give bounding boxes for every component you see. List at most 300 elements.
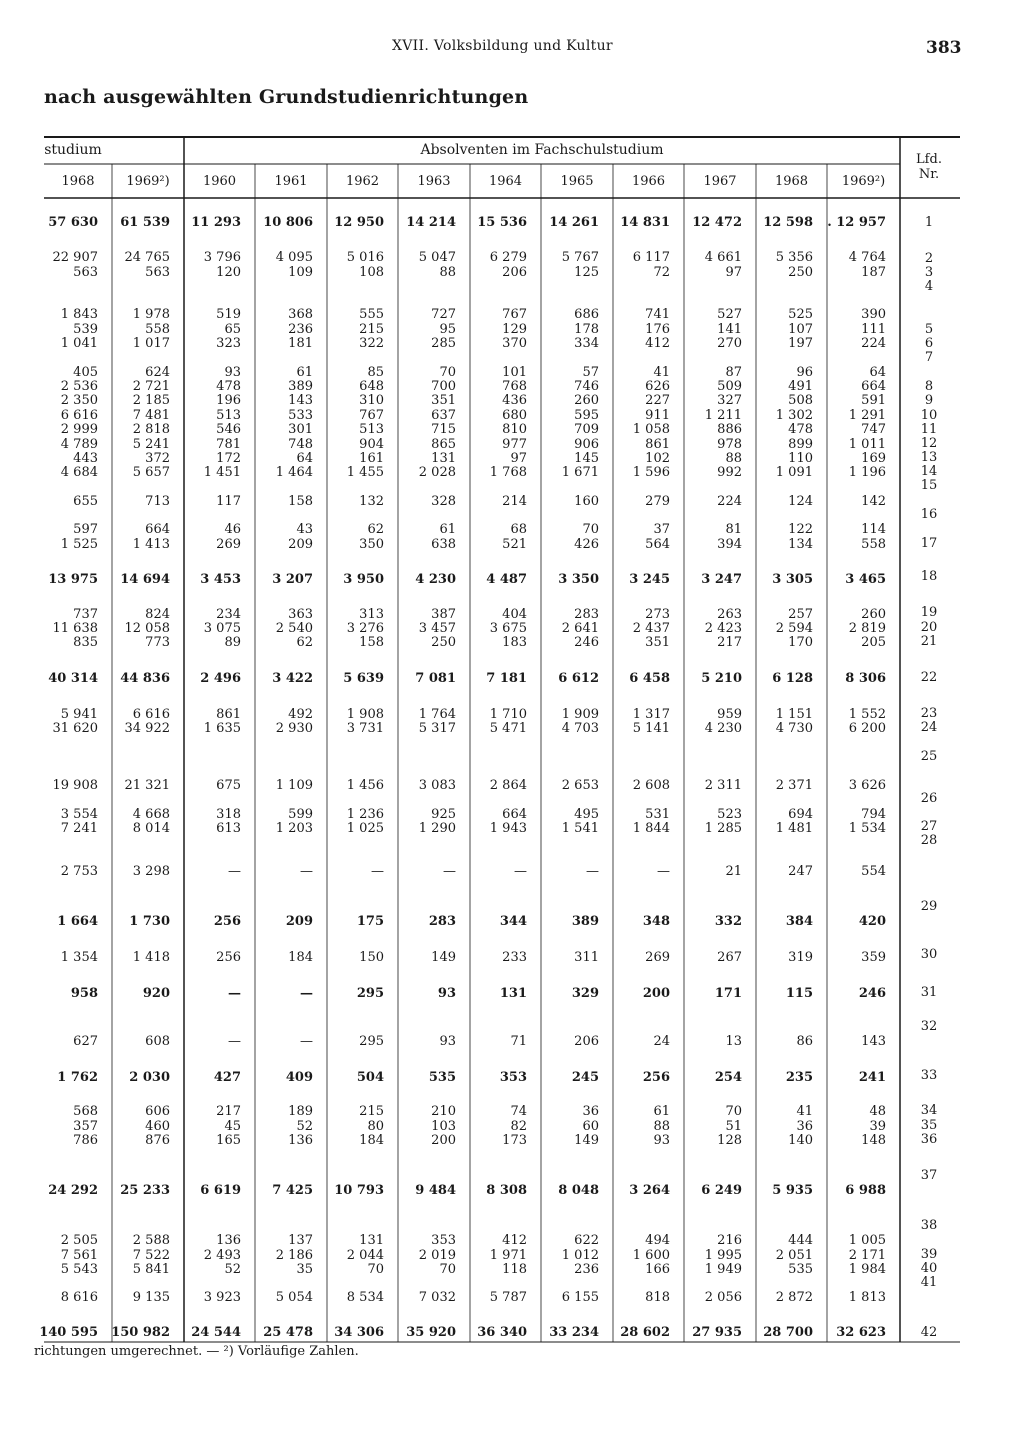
table-cell: 920 xyxy=(142,986,170,1001)
table-cell: 655 xyxy=(73,494,98,509)
table-cell: 21 xyxy=(725,864,742,879)
table-cell: 269 xyxy=(216,537,241,552)
table-cell: 409 xyxy=(285,1070,313,1085)
table-cell: 3 298 xyxy=(132,864,170,879)
table-cell: 295 xyxy=(359,1034,384,1049)
table-cell: 5 241 xyxy=(132,437,170,452)
table-cell: 12 950 xyxy=(334,215,384,230)
line-number: 2 xyxy=(924,251,934,266)
line-number: 35 xyxy=(920,1118,938,1133)
table-cell: 555 xyxy=(359,307,384,322)
table-cell: 36 xyxy=(582,1104,599,1119)
table-cell: 1 909 xyxy=(561,707,599,722)
table-cell: 2 493 xyxy=(203,1248,241,1263)
table-cell: 3 247 xyxy=(701,572,742,587)
table-cell: 563 xyxy=(73,265,98,280)
table-cell: 1 354 xyxy=(60,950,98,965)
table-cell: 412 xyxy=(645,336,670,351)
table-cell: 554 xyxy=(861,864,886,879)
table-cell: 513 xyxy=(359,422,384,437)
line-number: 29 xyxy=(920,899,938,914)
table-cell: 1 762 xyxy=(57,1070,98,1085)
table-cell: 4 789 xyxy=(60,437,98,452)
table-cell: 64 xyxy=(296,451,313,466)
table-cell: 2 818 xyxy=(132,422,170,437)
table-cell: 72 xyxy=(653,265,670,280)
table-cell: 36 xyxy=(796,1119,813,1134)
table-cell: 533 xyxy=(288,408,313,423)
table-cell: 2 437 xyxy=(632,621,670,636)
table-cell: 427 xyxy=(213,1070,241,1085)
table-cell: 2 496 xyxy=(200,671,241,686)
table-cell: 197 xyxy=(788,336,813,351)
table-cell: 70 xyxy=(725,1104,742,1119)
line-number: 4 xyxy=(924,279,934,294)
table-cell: 3 350 xyxy=(558,572,599,587)
table-cell: 200 xyxy=(431,1133,456,1148)
table-cell: 5 657 xyxy=(132,465,170,480)
year-header: 1967 xyxy=(703,174,737,189)
table-cell: 564 xyxy=(645,537,670,552)
table-cell: 2 186 xyxy=(275,1248,313,1263)
table-cell: 7 081 xyxy=(415,671,456,686)
table-cell: 1 971 xyxy=(489,1248,527,1263)
table-cell: 6 155 xyxy=(561,1290,599,1305)
table-cell: 478 xyxy=(788,422,813,437)
line-number: 19 xyxy=(920,605,938,620)
table-cell: 737 xyxy=(73,607,98,622)
table-cell: 148 xyxy=(861,1133,886,1148)
table-cell: 74 xyxy=(510,1104,527,1119)
table-cell: 899 xyxy=(788,437,813,452)
line-number: 15 xyxy=(920,478,938,493)
table-cell: 137 xyxy=(288,1233,313,1248)
table-cell: 125 xyxy=(574,265,599,280)
table-cell: 558 xyxy=(145,322,170,337)
table-cell: 158 xyxy=(288,494,313,509)
table-cell: 1 710 xyxy=(489,707,527,722)
table-cell: 747 xyxy=(861,422,886,437)
table-cell: 3 950 xyxy=(343,572,384,587)
table-cell: 1 525 xyxy=(60,537,98,552)
line-number: 16 xyxy=(920,507,938,522)
table-cell: 175 xyxy=(356,914,384,929)
table-cell: 115 xyxy=(785,986,813,1001)
table-cell: 267 xyxy=(717,950,742,965)
table-cell: 256 xyxy=(216,950,241,965)
table-cell: 36 340 xyxy=(477,1325,527,1340)
table-cell: 6 249 xyxy=(701,1183,742,1198)
table-cell: 959 xyxy=(717,707,742,722)
table-cell: 332 xyxy=(714,914,742,929)
table-cell: 389 xyxy=(288,379,313,394)
table-cell: 71 xyxy=(510,1034,527,1049)
table-cell: — xyxy=(300,864,313,879)
table-cell: 686 xyxy=(574,307,599,322)
table-cell: 387 xyxy=(431,607,456,622)
table-cell: 460 xyxy=(145,1119,170,1134)
table-cell: 664 xyxy=(502,807,527,822)
table-cell: 176 xyxy=(645,322,670,337)
table-cell: 2 019 xyxy=(418,1248,456,1263)
table-cell: 5 047 xyxy=(418,250,456,265)
table-cell: 709 xyxy=(574,422,599,437)
table-cell: 256 xyxy=(642,1070,670,1085)
table-cell: 4 730 xyxy=(775,721,813,736)
table-cell: 492 xyxy=(288,707,313,722)
table-cell: 131 xyxy=(359,1233,384,1248)
table-cell: 6 279 xyxy=(489,250,527,265)
table-cell: 19 908 xyxy=(52,778,98,793)
table-cell: 13 xyxy=(725,1034,742,1049)
table-cell: 209 xyxy=(288,537,313,552)
table-cell: 12 472 xyxy=(692,215,742,230)
table-cell: 46 xyxy=(224,522,241,537)
table-cell: 120 xyxy=(216,265,241,280)
table-cell: 60 xyxy=(582,1119,599,1134)
table-cell: 3 207 xyxy=(272,572,313,587)
table-cell: 491 xyxy=(788,379,813,394)
table-cell: 143 xyxy=(288,393,313,408)
year-header: 1960 xyxy=(202,174,237,189)
table-cell: 12 598 xyxy=(763,215,813,230)
table-cell: 546 xyxy=(216,422,241,437)
table-cell: 10 806 xyxy=(263,215,313,230)
table-cell: 2 930 xyxy=(275,721,313,736)
table-cell: 4 684 xyxy=(60,465,98,480)
table-cell: 513 xyxy=(216,408,241,423)
table-cell: 132 xyxy=(359,494,384,509)
table-cell: 2 350 xyxy=(60,393,98,408)
table-cell: 911 xyxy=(645,408,670,423)
table-cell: 2 819 xyxy=(848,621,886,636)
table-cell: 1 995 xyxy=(704,1248,742,1263)
table-cell: 1 091 xyxy=(775,465,813,480)
table-cell: 14 214 xyxy=(406,215,456,230)
table-cell: 170 xyxy=(788,635,813,650)
table-cell: 246 xyxy=(858,986,886,1001)
table-cell: 1 203 xyxy=(275,821,313,836)
table-cell: 88 xyxy=(439,265,456,280)
table-cell: 5 935 xyxy=(772,1183,813,1198)
table-cell: 93 xyxy=(437,986,456,1001)
table-cell: 24 544 xyxy=(191,1325,241,1340)
table-cell: 3 245 xyxy=(629,572,670,587)
table-cell: 51 xyxy=(725,1119,742,1134)
table-cell: 1 041 xyxy=(60,336,98,351)
table-cell: 9 484 xyxy=(415,1183,456,1198)
year-header: 1968 xyxy=(774,174,809,189)
table-cell: 217 xyxy=(216,1104,241,1119)
table-cell: 599 xyxy=(288,807,313,822)
table-cell: 61 xyxy=(439,522,456,537)
table-cell: 1 984 xyxy=(848,1262,886,1277)
table-cell: 1 317 xyxy=(632,707,670,722)
line-number: 33 xyxy=(920,1068,938,1083)
table-cell: 404 xyxy=(502,607,527,622)
table-cell: 169 xyxy=(861,451,886,466)
table-cell: 246 xyxy=(574,635,599,650)
line-number: 36 xyxy=(920,1132,938,1147)
table-cell: 977 xyxy=(502,437,527,452)
table-cell: 215 xyxy=(359,1104,384,1119)
year-header: 1965 xyxy=(560,174,594,189)
table-cell: 624 xyxy=(145,365,170,380)
table-cell: 236 xyxy=(574,1262,599,1277)
table-cell: 70 xyxy=(582,522,599,537)
table-cell: 1 005 xyxy=(848,1233,886,1248)
table-cell: 93 xyxy=(224,365,241,380)
table-cell: 359 xyxy=(861,950,886,965)
table-cell: 1 600 xyxy=(632,1248,670,1263)
table-cell: 216 xyxy=(717,1233,742,1248)
table-cell: 824 xyxy=(145,607,170,622)
table-cell: — xyxy=(514,864,527,879)
table-cell: 8 014 xyxy=(132,821,170,836)
table-cell: 283 xyxy=(428,914,456,929)
table-cell: 311 xyxy=(574,950,599,965)
table-cell: 748 xyxy=(288,437,313,452)
line-number: 18 xyxy=(920,569,938,584)
table-cell: 3 796 xyxy=(203,250,241,265)
table-cell: 205 xyxy=(861,635,886,650)
table-cell: 1 978 xyxy=(132,307,170,322)
table-cell: 62 xyxy=(367,522,384,537)
line-number: 7 xyxy=(924,350,934,365)
table-cell: 5 141 xyxy=(632,721,670,736)
table-cell: 1 456 xyxy=(346,778,384,793)
table-cell: 370 xyxy=(502,336,527,351)
table-cell: 523 xyxy=(717,807,742,822)
table-cell: 8 308 xyxy=(486,1183,527,1198)
table-cell: 107 xyxy=(788,322,813,337)
table-cell: 227 xyxy=(645,393,670,408)
table-cell: 149 xyxy=(574,1133,599,1148)
year-header: 1969²) xyxy=(126,174,170,189)
line-number: 23 xyxy=(920,706,938,721)
table-cell: 81 xyxy=(725,522,742,537)
table-cell: 925 xyxy=(431,807,456,822)
table-cell: 322 xyxy=(359,336,384,351)
table-cell: 142 xyxy=(861,494,886,509)
table-cell: 2 028 xyxy=(418,465,456,480)
table-cell: 7 181 xyxy=(486,671,527,686)
table-cell: 11 293 xyxy=(191,215,241,230)
table-cell: 1 291 xyxy=(848,408,886,423)
table-cell: 3 276 xyxy=(346,621,384,636)
table-cell: 622 xyxy=(574,1233,599,1248)
table-cell: 329 xyxy=(571,986,599,1001)
table-cell: 1 151 xyxy=(775,707,813,722)
table-cell: 2 311 xyxy=(704,778,742,793)
table-cell: 215 xyxy=(359,322,384,337)
table-cell: 1 844 xyxy=(632,821,670,836)
table-cell: 52 xyxy=(224,1262,241,1277)
group-header-studium: studium xyxy=(44,142,102,158)
table-cell: 675 xyxy=(216,778,241,793)
line-number: 34 xyxy=(920,1103,938,1118)
line-number: 27 xyxy=(920,819,938,834)
table-cell: 80 xyxy=(367,1119,384,1134)
table-cell: 61 xyxy=(653,1104,670,1119)
table-cell: 118 xyxy=(502,1262,527,1277)
table-cell: 103 xyxy=(431,1119,456,1134)
table-cell: 1 211 xyxy=(704,408,742,423)
table-cell: 1 768 xyxy=(489,465,527,480)
table-cell: 28 700 xyxy=(763,1325,813,1340)
table-cell: 184 xyxy=(359,1133,384,1148)
table-cell: 136 xyxy=(216,1233,241,1248)
table-cell: 235 xyxy=(785,1070,813,1085)
table-cell: 210 xyxy=(431,1104,456,1119)
table-cell: 143 xyxy=(861,1034,886,1049)
table-cell: 664 xyxy=(861,379,886,394)
table-cell: 2 185 xyxy=(132,393,170,408)
year-header: 1968 xyxy=(61,174,95,189)
line-number: 41 xyxy=(920,1275,938,1290)
table-cell: 24 292 xyxy=(48,1183,98,1198)
table-cell: 3 626 xyxy=(848,778,886,793)
table-cell: 608 xyxy=(145,1034,170,1049)
table-cell: 37 xyxy=(653,522,670,537)
table-cell: 638 xyxy=(431,537,456,552)
table-cell: 1 418 xyxy=(132,950,170,965)
table-cell: 14 261 xyxy=(549,215,599,230)
table-cell: 87 xyxy=(725,365,742,380)
table-cell: 40 314 xyxy=(48,671,98,686)
table-cell: 420 xyxy=(858,914,886,929)
table-cell: 525 xyxy=(788,307,813,322)
table-cell: 3 457 xyxy=(418,621,456,636)
table-cell: 233 xyxy=(502,950,527,965)
table-cell: 189 xyxy=(288,1104,313,1119)
table-cell: 372 xyxy=(145,451,170,466)
table-cell: 2 608 xyxy=(632,778,670,793)
table-cell: 1 455 xyxy=(346,465,384,480)
line-number: 9 xyxy=(924,393,934,408)
table-cell: 627 xyxy=(73,1034,98,1049)
table-cell: 224 xyxy=(861,336,886,351)
table-cell: 2 540 xyxy=(275,621,313,636)
table-cell: 1 196 xyxy=(848,465,886,480)
table-cell: 254 xyxy=(714,1070,742,1085)
table-cell: — xyxy=(586,864,599,879)
table-cell: 1 764 xyxy=(418,707,456,722)
table-cell: 436 xyxy=(502,393,527,408)
table-cell: 1 011 xyxy=(848,437,886,452)
table-cell: 350 xyxy=(359,537,384,552)
table-cell: 260 xyxy=(861,607,886,622)
year-header: 1962 xyxy=(345,174,380,189)
table-cell: 31 620 xyxy=(52,721,98,736)
table-cell: 389 xyxy=(571,914,599,929)
table-cell: — xyxy=(228,864,241,879)
table-cell: 405 xyxy=(73,365,98,380)
table-cell: 117 xyxy=(216,494,241,509)
table-cell: 5 356 xyxy=(775,250,813,265)
table-cell: 61 539 xyxy=(120,215,170,230)
table-cell: 114 xyxy=(861,522,886,537)
table-cell: 1 671 xyxy=(561,465,599,480)
table-cell: 767 xyxy=(359,408,384,423)
table-cell: 187 xyxy=(861,265,886,280)
line-number: 10 xyxy=(920,408,938,423)
table-cell: 57 630 xyxy=(48,215,98,230)
table-cell: — xyxy=(228,1034,241,1049)
line-number: 42 xyxy=(920,1325,938,1340)
table-cell: 6 117 xyxy=(632,250,670,265)
table-cell: 85 xyxy=(367,365,384,380)
table-cell: 35 920 xyxy=(406,1325,456,1340)
table-cell: 746 xyxy=(574,379,599,394)
table-cell: 28 602 xyxy=(620,1325,670,1340)
table-cell: 14 694 xyxy=(120,572,170,587)
table-cell: 6 200 xyxy=(848,721,886,736)
table-cell: 504 xyxy=(356,1070,384,1085)
table-cell: 992 xyxy=(717,465,742,480)
lfd-nr-header: Lfd. Nr. xyxy=(916,152,942,182)
table-cell: 1 943 xyxy=(489,821,527,836)
table-cell: 24 xyxy=(653,1034,670,1049)
line-number: 31 xyxy=(920,985,938,1000)
table-cell: 206 xyxy=(502,265,527,280)
table-cell: 250 xyxy=(788,265,813,280)
table-cell: 101 xyxy=(502,365,527,380)
table-cell: 7 425 xyxy=(272,1183,313,1198)
table-cell: 323 xyxy=(216,336,241,351)
table-cell: 494 xyxy=(645,1233,670,1248)
table-cell: 327 xyxy=(717,393,742,408)
table-cell: 5 054 xyxy=(275,1290,313,1305)
table-cell: — xyxy=(300,1034,313,1049)
table-cell: 61 xyxy=(296,365,313,380)
year-header: 1964 xyxy=(488,174,523,189)
table-cell: 865 xyxy=(431,437,456,452)
table-cell: 131 xyxy=(431,451,456,466)
table-cell: 33 234 xyxy=(549,1325,599,1340)
table-cell: 181 xyxy=(288,336,313,351)
table-cell: 3 453 xyxy=(200,572,241,587)
table-cell: 3 422 xyxy=(272,671,313,686)
table-cell: 1 730 xyxy=(129,914,170,929)
table-cell: 200 xyxy=(642,986,670,1001)
table-cell: 6 612 xyxy=(558,671,599,686)
table-cell: 43 xyxy=(296,522,313,537)
table-cell: 27 935 xyxy=(692,1325,742,1340)
table-cell: 595 xyxy=(574,408,599,423)
table-cell: 141 xyxy=(717,322,742,337)
table-cell: 353 xyxy=(499,1070,527,1085)
table-cell: 348 xyxy=(642,914,670,929)
table-cell: 247 xyxy=(788,864,813,879)
table-cell: 626 xyxy=(645,379,670,394)
table-cell: 1 285 xyxy=(704,821,742,836)
line-number: 28 xyxy=(920,833,938,848)
table-cell: 384 xyxy=(785,914,813,929)
table-cell: 3 465 xyxy=(845,572,886,587)
table-cell: 68 xyxy=(510,522,527,537)
table-cell: 861 xyxy=(645,437,670,452)
table-cell: 334 xyxy=(574,336,599,351)
table-cell: 786 xyxy=(73,1133,98,1148)
table-cell: 886 xyxy=(717,422,742,437)
table-cell: 34 922 xyxy=(124,721,170,736)
table-cell: 3 083 xyxy=(418,778,456,793)
table-cell: 3 075 xyxy=(203,621,241,636)
table-cell: 1 290 xyxy=(418,821,456,836)
table-cell: 8 048 xyxy=(558,1183,599,1198)
line-number: 6 xyxy=(924,336,934,351)
